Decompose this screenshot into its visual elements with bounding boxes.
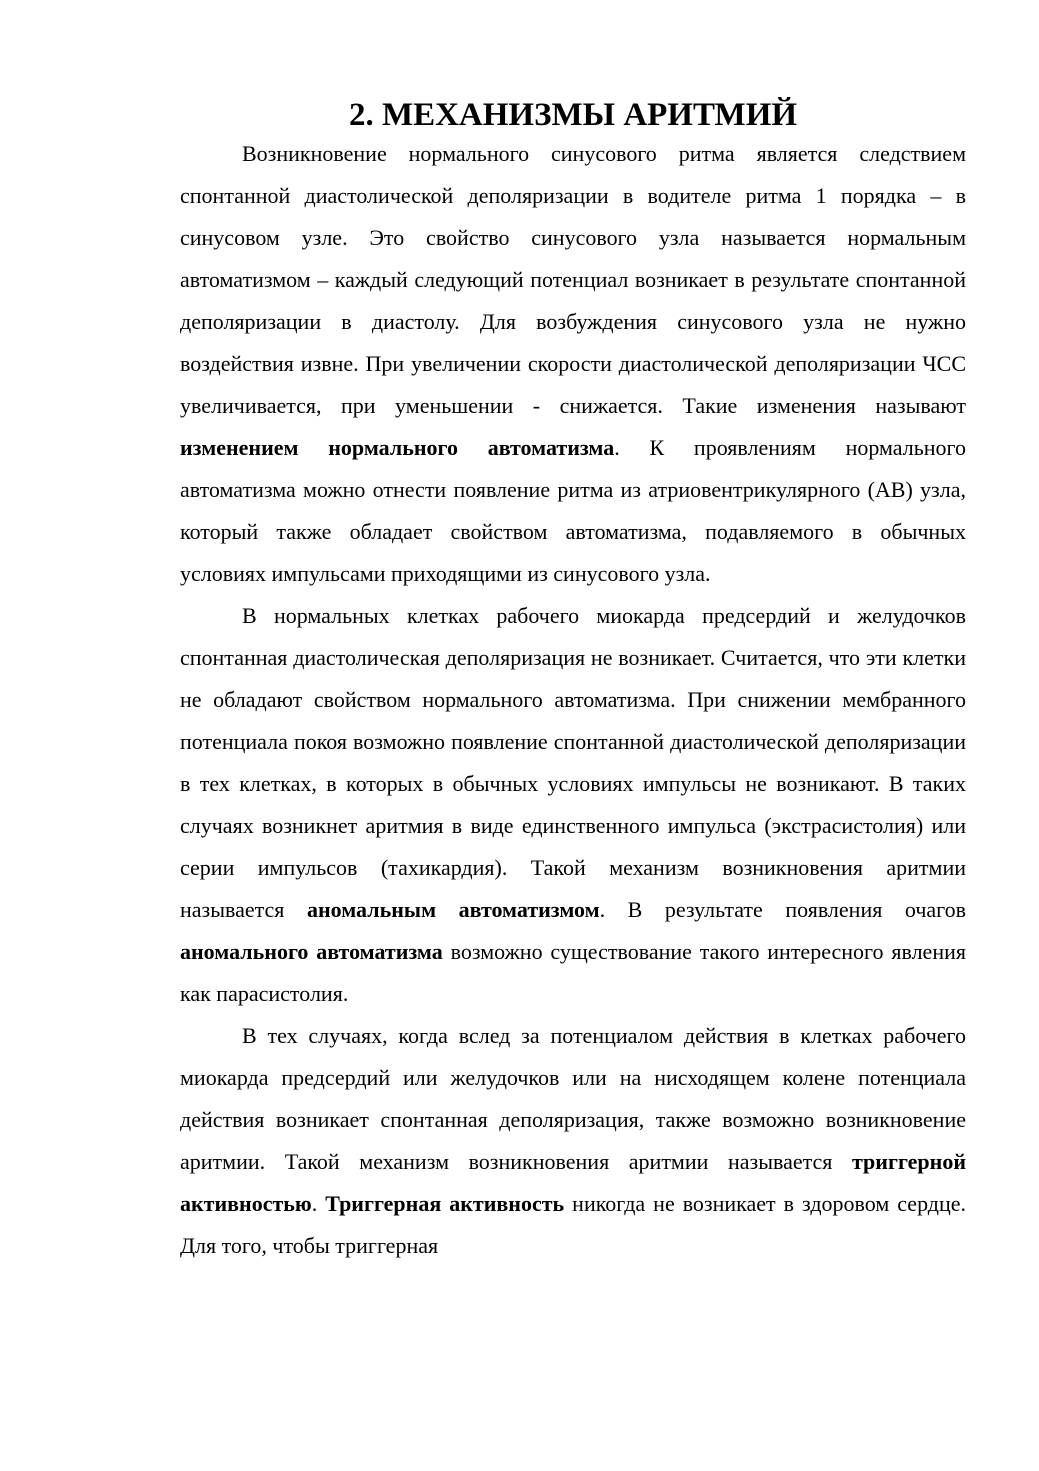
text-segment: возможно существование такого интересного явления как парасистолия. <box>180 939 966 1006</box>
paragraph <box>180 595 966 1015</box>
bold-term: триггерной активностью <box>180 1149 966 1216</box>
bold-term: аномального автоматизма <box>180 939 443 964</box>
text-segment: . <box>311 1191 326 1216</box>
text-segment: В тех случаях, когда вслед за потенциалом действия в клетках рабочего миокарда предсердий или желудочков или на нисходящем колене потенциала действия возникает спонтанная деполяризация, также возможно возникновение аритмии. Такой механизм возникновения аритмии называется <box>180 1023 966 1174</box>
text-segment: В нормальных клетках рабочего миокарда предсердий и желудочков спонтанная диастолическая деполяризация не возникает. Считается, что эти клетки не обладают свойством нормального автоматизма. При снижении мембранного потенциала покоя возможно появление спонтанной диастолической деполяризации в тех клетках, в которых в обычных условиях импульсы не возникают. В таких случаях возникнет аритмия в виде единственного импульса (экстрасистолия) или серии импульсов (тахикардия). Такой механизм возникновения аритмии называется <box>180 603 966 922</box>
text-segment: Возникновение нормального синусового ритма является следствием спонтанной диастолической деполяризации в водителе ритма 1 порядка – в синусовом узле. Это свойство синусового узла называется нормальным автоматизмом – каждый следующий потенциал возникает в результате спонтанной деполяризации в диастолу. Для возбуждения синусового узла не нужно воздействия извне. При увеличении скорости диастолической деполяризации ЧСС увеличивается, при уменьшении - снижается. Такие изменения называют <box>180 141 966 418</box>
paragraph <box>180 1015 966 1267</box>
bold-term: изменением нормального автоматизма <box>180 435 615 460</box>
paragraph <box>180 133 966 595</box>
text-segment: . В результате появления очагов <box>599 897 967 922</box>
paragraphs-container <box>180 133 966 1267</box>
bold-term: аномальным автоматизмом <box>306 897 600 922</box>
text-segment: . К проявлениям нормального автоматизма можно отнести появление ритма из атриовентрикулярного (АВ) узла, который также обладает свойством автоматизма, подавляемого в обычных условиях импульсами приходящими из синусового узла. <box>180 435 966 586</box>
document-body <box>180 97 966 1267</box>
text-segment: никогда не возникает в здоровом сердце. Для того, чтобы триггерная <box>180 1191 967 1258</box>
section-title: 2. МЕХАНИЗМЫ АРИТМИЙ <box>348 97 798 133</box>
bold-term: Триггерная активность <box>325 1191 565 1216</box>
